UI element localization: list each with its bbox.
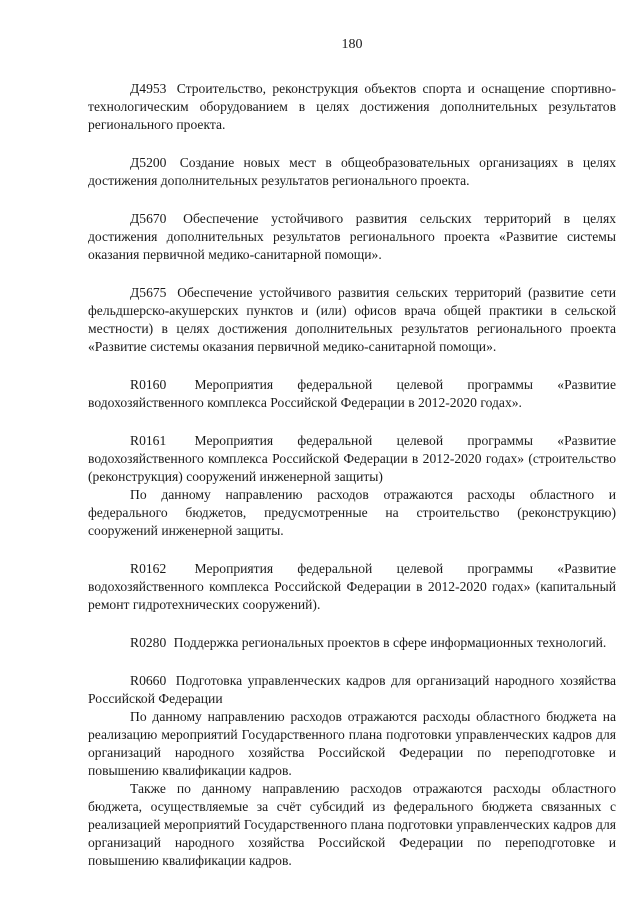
item-heading (88, 284, 616, 356)
item-text: По данному направлению расходов отражаются расходы областного и федерального бюджетов, предусмотренные на строительство (реконструкцию) сооружений инженерной защиты. (88, 487, 616, 538)
item-description (88, 780, 616, 870)
item-heading (88, 560, 616, 614)
item-description (88, 708, 616, 780)
item-code: R0162 (130, 561, 167, 576)
item-code: R0160 (130, 377, 167, 392)
item-heading (88, 154, 616, 190)
item-text: Мероприятия федеральной целевой программы «Развитие водохозяйственного комплекса Российской Федерации в 2012-2020 годах». (88, 377, 616, 410)
budget-item-r0280 (88, 634, 616, 652)
item-heading (88, 432, 616, 486)
item-heading (88, 376, 616, 412)
item-text: Обеспечение устойчивого развития сельских территорий (развитие сети фельдшерско-акушерских пунктов и (или) офисов врача общей практики в сельской местности) в целях достижения дополнительных результатов регионального проекта «Развитие системы оказания первичной медико-санитарной помощи». (88, 285, 617, 354)
item-text: Строительство, реконструкция объектов спорта и оснащение спортивно-технологическим оборудованием в целях достижения дополнительных результатов регионального проекта. (88, 81, 616, 132)
budget-item-r0660 (88, 672, 616, 870)
item-heading (88, 672, 616, 708)
item-text: По данному направлению расходов отражаются расходы областного бюджета на реализацию мероприятий Государственного плана подготовки управленческих кадров для организаций народного хозяйства Российской Федерации по переподготовке и повышению квалификации кадров. (88, 709, 616, 778)
item-code: Д5675 (130, 285, 167, 300)
item-heading (88, 80, 616, 134)
budget-item-r0161 (88, 432, 616, 540)
item-text: Подготовка управленческих кадров для организаций народного хозяйства Российской Федерации (88, 673, 616, 706)
item-code: Д4953 (130, 81, 167, 96)
item-heading (88, 634, 616, 652)
page-number: 180 (341, 37, 363, 52)
item-text: Также по данному направлению расходов отражаются расходы областного бюджета, осуществляемые за счёт субсидий из федерального бюджета связанных с реализацией мероприятий Государственного плана подготовки управленческих кадров для организаций народного хозяйства Российской Федерации по переподготовке и повышению квалификации кадров. (88, 781, 616, 868)
item-text: Мероприятия федеральной целевой программы «Развитие водохозяйственного комплекса Российской Федерации в 2012-2020 годах» (капитальный ремонт гидротехнических сооружений). (88, 561, 616, 612)
item-code: Д5670 (130, 211, 167, 226)
item-description (88, 486, 616, 540)
item-heading (88, 210, 616, 264)
budget-item-r0162 (88, 560, 616, 614)
item-code: R0660 (130, 673, 167, 688)
item-code: R0280 (130, 635, 167, 650)
document-body (88, 80, 616, 870)
budget-item-д4953 (88, 80, 616, 134)
item-code: Д5200 (130, 155, 167, 170)
budget-item-r0160 (88, 376, 616, 412)
item-code: R0161 (130, 433, 167, 448)
budget-item-д5200 (88, 154, 616, 190)
budget-item-д5675 (88, 284, 616, 356)
item-text: Создание новых мест в общеобразовательных организациях в целях достижения дополнительных результатов регионального проекта. (88, 155, 616, 188)
item-text: Поддержка региональных проектов в сфере информационных технологий. (173, 635, 607, 650)
item-text: Обеспечение устойчивого развития сельских территорий в целях достижения дополнительных результатов регионального проекта «Развитие системы оказания первичной медико-санитарной помощи». (88, 211, 616, 262)
item-text: Мероприятия федеральной целевой программы «Развитие водохозяйственного комплекса Российской Федерации в 2012-2020 годах» (строительство (реконструкция) сооружений инженерной защиты) (88, 433, 616, 484)
budget-item-д5670 (88, 210, 616, 264)
